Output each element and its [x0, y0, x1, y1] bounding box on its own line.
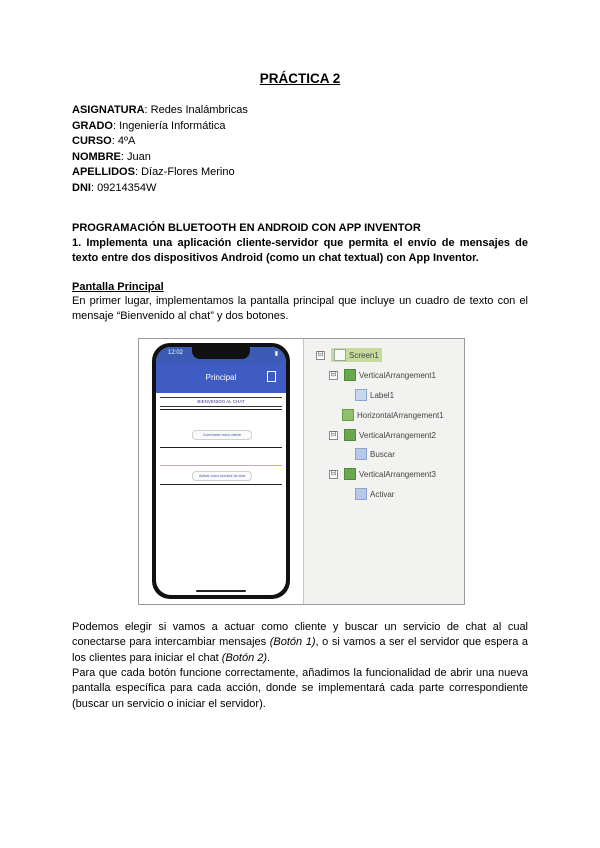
- paragraph-options: Podemos elegir si vamos a actuar como cliente y buscar un servicio de chat al cual conectarse para intercambiar mensajes (Botón 1), o si vamos a ser el servidor que espera a los clientes para iniciar el chat (Botón 2).: [72, 621, 529, 664]
- divider: [160, 409, 282, 410]
- vertical-arrangement-icon: [344, 429, 356, 441]
- tree-item-label: Activar: [370, 489, 395, 499]
- meta-name: NOMBRE: Juan: [72, 150, 151, 163]
- section-title: PROGRAMACIÓN BLUETOOTH EN ANDROID CON APP INVENTOR: [72, 222, 421, 234]
- meta-course: CURSO: 4ºA: [72, 135, 136, 148]
- phone-screen: [156, 347, 286, 595]
- screen-icon: [334, 349, 346, 361]
- tree-item-verticalarrangement3[interactable]: [329, 467, 436, 481]
- paragraph-intro: En primer lugar, implementamos la pantalla principal que incluye un cuadro de texto con el mensaje “Bienvenido al chat” y dos botones.: [72, 295, 528, 323]
- vertical-arrangement-icon: [344, 369, 356, 381]
- divider: [160, 484, 282, 485]
- tree-item-horizontalarrangement1[interactable]: [342, 408, 444, 422]
- divider: [160, 465, 282, 466]
- tree-item-label: VerticalArrangement3: [359, 469, 436, 479]
- app-title: Principal: [205, 373, 237, 382]
- meta-degree: GRADO: Ingeniería Informática: [72, 119, 226, 132]
- home-indicator: [196, 590, 246, 592]
- question-text: 1. Implementa una aplicación cliente-servidor que permita el envío de mensajes de texto entre dos dispositivos Android (como un chat textual) con App Inventor.: [72, 237, 528, 265]
- status-time: 12:02: [168, 350, 184, 356]
- tree-item-label: VerticalArrangement2: [359, 430, 436, 440]
- collapse-toggle-icon[interactable]: ⊟: [330, 469, 337, 477]
- app-bar: [156, 363, 286, 393]
- app-screenshot-figure: [138, 338, 465, 605]
- divider: [160, 447, 282, 448]
- tree-item-activar[interactable]: [355, 487, 394, 501]
- collapse-toggle-icon[interactable]: ⊟: [330, 430, 337, 438]
- tree-item-verticalarrangement1[interactable]: [329, 368, 436, 382]
- activate-server-button[interactable]: Activar como servidor de chat: [192, 471, 252, 481]
- phone-notch: [192, 347, 250, 359]
- phone-mockup: [152, 343, 290, 599]
- connect-client-button[interactable]: Conectarse como cliente: [192, 430, 252, 440]
- horizontal-arrangement-icon: [342, 409, 354, 421]
- battery-icon: ▮: [274, 351, 278, 357]
- tree-item-selected: [331, 348, 382, 362]
- tree-item-label: Buscar: [370, 449, 395, 459]
- subheading: Pantalla Principal: [72, 281, 164, 293]
- collapse-toggle-icon[interactable]: ⊟: [317, 350, 324, 358]
- welcome-label: BIENVENIDO AL CHAT: [160, 397, 282, 407]
- tree-item-label: Screen1: [349, 350, 379, 360]
- tree-item-label: HorizontalArrangement1: [357, 410, 444, 420]
- share-icon[interactable]: [267, 371, 276, 382]
- button-icon: [355, 488, 367, 500]
- vertical-arrangement-icon: [344, 468, 356, 480]
- components-tree: [304, 339, 464, 604]
- tree-item-label1[interactable]: [355, 388, 394, 402]
- meta-subject: ASIGNATURA: Redes Inalámbricas: [72, 104, 248, 116]
- tree-item-verticalarrangement2[interactable]: [329, 428, 436, 442]
- collapse-toggle-icon[interactable]: ⊟: [330, 370, 337, 378]
- label-icon: [355, 389, 367, 401]
- tree-item-buscar[interactable]: [355, 447, 395, 461]
- page-title: PRÁCTICA 2: [259, 71, 341, 86]
- button-icon: [355, 448, 367, 460]
- meta-surnames: APELLIDOS: Díaz-Flores Merino: [72, 166, 235, 179]
- tree-item-screen1[interactable]: [316, 348, 382, 362]
- tree-item-label: VerticalArrangement1: [359, 370, 436, 380]
- student-info: [72, 103, 248, 197]
- paragraph-functionality: Para que cada botón funcione correctamente, añadimos la funcionalidad de abrir una nueva pantalla específica para cada acción, donde se implementará cada parte correspondiente (buscar un servicio o iniciar el servidor).: [72, 667, 528, 710]
- tree-item-label: Label1: [370, 390, 395, 400]
- meta-dni: DNI: 09214354W: [72, 181, 157, 194]
